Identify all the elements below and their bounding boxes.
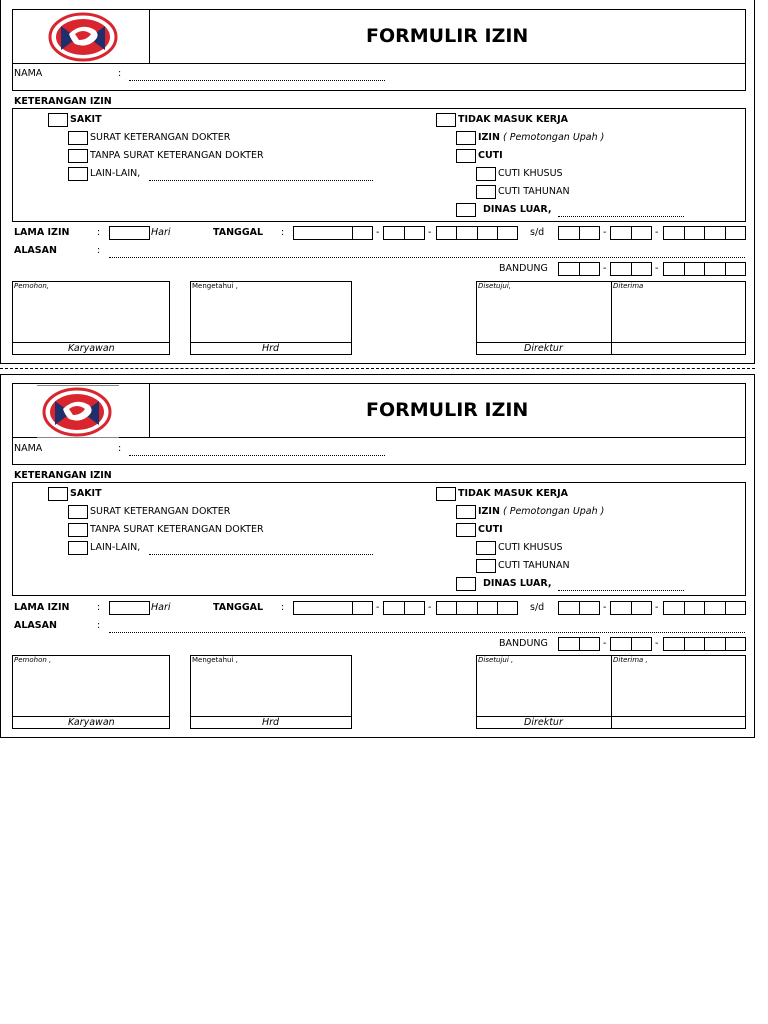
hrd-label: Hrd	[262, 343, 280, 354]
tidak-masuk-label: TIDAK MASUK KERJA	[458, 488, 569, 499]
nama-colon: :	[118, 443, 122, 454]
sakit-checkbox[interactable]	[48, 487, 68, 501]
cuti-label: CUTI	[478, 524, 503, 535]
lama-izin-colon: :	[97, 227, 101, 238]
nama-field[interactable]	[129, 80, 385, 81]
dash: -	[603, 263, 607, 274]
izin-note: ( Pemotongan Upah )	[503, 132, 605, 143]
disetujui-signature-area[interactable]	[477, 282, 611, 342]
sakit-label: SAKIT	[70, 488, 102, 499]
bandung-month[interactable]	[610, 637, 652, 651]
tanggal-label: TANGGAL	[213, 602, 264, 613]
bandung-year[interactable]	[663, 637, 746, 651]
lain-lain-checkbox[interactable]	[68, 167, 88, 181]
tanpa-surat-label: TANPA SURAT KETERANGAN DOKTER	[90, 150, 264, 161]
sakit-checkbox[interactable]	[48, 113, 68, 127]
bandung-day[interactable]	[558, 262, 600, 276]
mengetahui-label: Mengetahui ,	[192, 282, 238, 290]
tanggal-end-year[interactable]	[663, 601, 746, 615]
section-title: KETERANGAN IZIN	[14, 96, 112, 107]
cuti-label: CUTI	[478, 150, 503, 161]
tidak-masuk-label: TIDAK MASUK KERJA	[458, 114, 569, 125]
nama-row	[12, 438, 746, 465]
alasan-field[interactable]	[109, 257, 745, 258]
alasan-label: ALASAN	[14, 245, 57, 256]
izin-label: IZIN	[478, 132, 500, 143]
cuti-khusus-label: CUTI KHUSUS	[498, 168, 563, 179]
izin-checkbox[interactable]	[456, 131, 476, 145]
sign-divider	[476, 716, 746, 717]
lama-izin-label: LAMA IZIN	[14, 227, 70, 238]
dinas-luar-label: DINAS LUAR,	[483, 204, 552, 215]
tanggal-start-day[interactable]	[293, 601, 373, 615]
dash: -	[655, 227, 659, 238]
bandung-label: BANDUNG	[499, 263, 548, 274]
bandung-year[interactable]	[663, 262, 746, 276]
dash: -	[655, 638, 659, 649]
cuti-tahunan-label: CUTI TAHUNAN	[498, 560, 570, 571]
lain-lain-field[interactable]	[149, 180, 373, 181]
nama-field[interactable]	[129, 455, 385, 456]
lain-lain-field[interactable]	[149, 554, 373, 555]
karyawan-label: Karyawan	[68, 717, 115, 728]
bandung-label: BANDUNG	[499, 638, 548, 649]
keterangan-box	[12, 108, 746, 222]
sd-label: s/d	[530, 602, 545, 613]
tanpa-surat-checkbox[interactable]	[68, 149, 88, 163]
alasan-field[interactable]	[109, 632, 745, 633]
cuti-checkbox[interactable]	[456, 523, 476, 537]
surat-dokter-label: SURAT KETERANGAN DOKTER	[90, 506, 231, 517]
pemohon-label: Pemohon,	[14, 282, 50, 290]
nama-row	[12, 64, 746, 91]
header-divider	[149, 383, 150, 438]
tanggal-end-day[interactable]	[558, 601, 600, 615]
dinas-luar-label: DINAS LUAR,	[483, 578, 552, 589]
hari-label: Hari	[151, 602, 171, 613]
sd-label: s/d	[530, 227, 545, 238]
pemohon-label: Pemohon ,	[14, 656, 52, 664]
lama-izin-colon: :	[97, 602, 101, 613]
surat-dokter-label: SURAT KETERANGAN DOKTER	[90, 132, 231, 143]
direktur-label: Direktur	[524, 717, 563, 728]
company-logo-icon	[37, 387, 117, 437]
izin-label: IZIN	[478, 506, 500, 517]
tanpa-surat-label: TANPA SURAT KETERANGAN DOKTER	[90, 524, 264, 535]
company-logo-icon	[47, 12, 119, 62]
logo-rule	[37, 385, 119, 386]
tanggal-colon: :	[281, 602, 285, 613]
permit-form-2	[0, 374, 755, 738]
tanggal-end-day[interactable]	[558, 226, 600, 240]
disetujui-label: Disetujui ,	[478, 656, 514, 664]
diterima-signature-area[interactable]	[612, 656, 745, 716]
lama-izin-field[interactable]	[109, 226, 150, 240]
karyawan-label: Karyawan	[68, 343, 115, 354]
form-title: FORMULIR IZIN	[366, 399, 529, 421]
dash: -	[376, 227, 380, 238]
dinas-luar-field[interactable]	[558, 216, 684, 217]
dash: -	[428, 602, 432, 613]
dash: -	[603, 638, 607, 649]
cuti-tahunan-label: CUTI TAHUNAN	[498, 186, 570, 197]
dinas-luar-checkbox[interactable]	[456, 203, 476, 217]
sakit-label: SAKIT	[70, 114, 102, 125]
dinas-luar-checkbox[interactable]	[456, 577, 476, 591]
diterima-label: Diterima ,	[613, 656, 648, 664]
izin-note: ( Pemotongan Upah )	[503, 506, 605, 517]
sign-divider	[476, 342, 746, 343]
section-title: KETERANGAN IZIN	[14, 470, 112, 481]
alasan-colon: :	[97, 620, 101, 631]
surat-dokter-checkbox[interactable]	[68, 505, 88, 519]
mengetahui-label: Mengetahui ,	[192, 656, 238, 664]
nama-colon: :	[118, 68, 122, 79]
izin-checkbox[interactable]	[456, 505, 476, 519]
lama-izin-field[interactable]	[109, 601, 150, 615]
surat-dokter-checkbox[interactable]	[68, 131, 88, 145]
cuti-tahunan-checkbox[interactable]	[476, 185, 496, 199]
tanggal-end-month[interactable]	[610, 226, 652, 240]
tidak-masuk-checkbox[interactable]	[436, 113, 456, 127]
diterima-label: Diterima	[613, 282, 644, 290]
lain-lain-checkbox[interactable]	[68, 541, 88, 555]
header-divider	[149, 9, 150, 64]
lain-lain-label: LAIN-LAIN,	[90, 542, 141, 553]
dash: -	[655, 263, 659, 274]
lain-lain-label: LAIN-LAIN,	[90, 168, 141, 179]
dash: -	[603, 602, 607, 613]
direktur-label: Direktur	[524, 343, 563, 354]
bandung-month[interactable]	[610, 262, 652, 276]
permit-form-1	[0, 0, 755, 364]
cuti-checkbox[interactable]	[456, 149, 476, 163]
cuti-khusus-label: CUTI KHUSUS	[498, 542, 563, 553]
tanggal-start-month[interactable]	[383, 226, 425, 240]
cuti-tahunan-checkbox[interactable]	[476, 559, 496, 573]
dash: -	[428, 227, 432, 238]
tanggal-label: TANGGAL	[213, 227, 264, 238]
bandung-day[interactable]	[558, 637, 600, 651]
disetujui-signature-area[interactable]	[477, 656, 611, 716]
cut-line	[0, 368, 755, 369]
tanggal-end-month[interactable]	[610, 601, 652, 615]
cuti-khusus-checkbox[interactable]	[476, 167, 496, 181]
keterangan-box	[12, 482, 746, 596]
tanpa-surat-checkbox[interactable]	[68, 523, 88, 537]
dash: -	[655, 602, 659, 613]
alasan-label: ALASAN	[14, 620, 57, 631]
tanggal-start-year[interactable]	[436, 226, 518, 240]
hari-label: Hari	[151, 227, 171, 238]
cuti-khusus-checkbox[interactable]	[476, 541, 496, 555]
tidak-masuk-checkbox[interactable]	[436, 487, 456, 501]
disetujui-label: Disetujui,	[478, 282, 512, 290]
form-title: FORMULIR IZIN	[366, 25, 529, 47]
hrd-label: Hrd	[262, 717, 280, 728]
alasan-colon: :	[97, 245, 101, 256]
tanggal-end-year[interactable]	[663, 226, 746, 240]
tanggal-start-day[interactable]	[293, 226, 373, 240]
nama-label: NAMA	[14, 68, 43, 79]
dash: -	[376, 602, 380, 613]
diterima-signature-area[interactable]	[612, 282, 745, 342]
tanggal-start-year[interactable]	[436, 601, 518, 615]
tanggal-colon: :	[281, 227, 285, 238]
tanggal-start-month[interactable]	[383, 601, 425, 615]
lama-izin-label: LAMA IZIN	[14, 602, 70, 613]
dash: -	[603, 227, 607, 238]
dinas-luar-field[interactable]	[558, 590, 684, 591]
nama-label: NAMA	[14, 443, 43, 454]
